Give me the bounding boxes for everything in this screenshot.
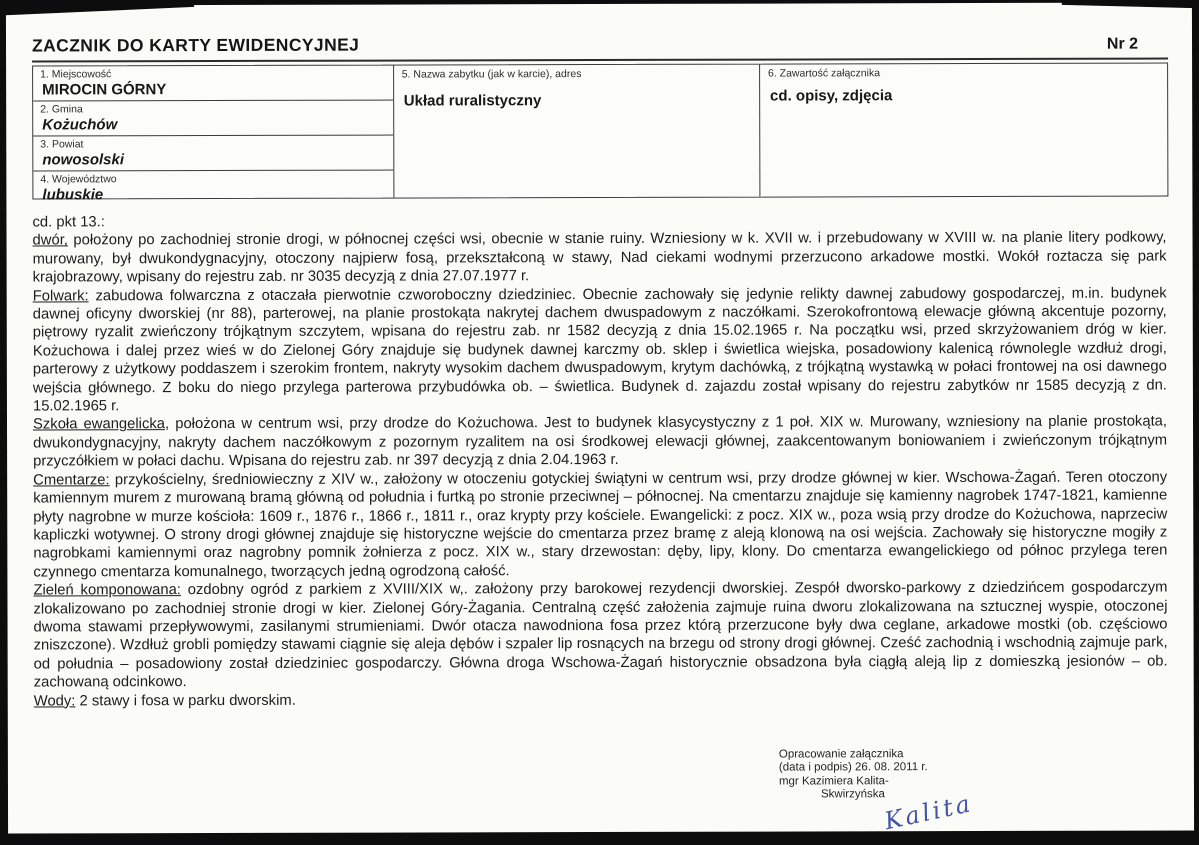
- paragraph-text: zabudowa folwarczna z otaczała pierwotnie czworoboczny dziedziniec. Obecnie zachowały się jedynie relikty dawnej zabudowy gospodarczej, m.in. budynek dawnej oficyny dworskiej (nr 88), parterowej, na planie prostokąta nakrytej dachem dwuspadowym z naczółkami. Szerokofrontową elewacje główną akcentuje pozorny, piętrowy ryzalit zwieńczony trójkątnym szczytem, wpisana do rejestru zab. nr 1582 decyzją z dnia 15.02.1965 r. Na początku wsi, przed skrzyżowaniem dróg w kier. Kożuchowa i dalej przez wieś w do Zielonej Góry znajduje się budynek dawnej karczmy ob. sklep i świetlica wiejska, posadowiony kalenicą równolegle wzdłuż drogi, parterowy z użytkowy poddaszem i szerokim frontem, nakryty wysokim dachem dwuspadowym, krytym dachówką, z trójkątną wystawką w połaci frontowej na osi dawnego wejścia głównego. Z boku do niego przylega parterowa przybudówka ob. – świetlica. Budynek d. zajazdu został wpisany do rejestru zabytków nr 1585 decyzją z dn. 15.02.1965 r.: [32, 285, 1167, 415]
- document-page: [6, 2, 1194, 836]
- field-miejscowosc: [33, 66, 393, 102]
- field-label: 2. Gmina: [40, 103, 83, 116]
- field-powiat: [33, 136, 393, 172]
- paragraph-lead: Zieleń komponowana:: [33, 582, 181, 599]
- field-nazwa-zabytku: [394, 65, 761, 198]
- page-number: Nr 2: [1106, 35, 1139, 53]
- paragraph-dwor: [33, 229, 1167, 287]
- field-label: 3. Powiat: [40, 138, 84, 151]
- paragraph-text: , położona w centrum wsi, przy drodze do Kożuchowa. Jest to budynek klasycystyczny z 1 poł. XIX w. Murowany, wzniesiony na planie prostokąta, dwukondygnacyjny, nakryty dachem naczółkowym z pozornym ryzalitem na osi środkowej elewacji głównej, zaakcentowanym boniowaniem i zwieńczonym trójkątnym przyczółkiem w połaci dachu. Wpisana do rejestru zab. nr 397 decyzją z dnia 2.04.1963 r.: [33, 413, 1168, 470]
- field-value: Kożuchów: [42, 116, 118, 134]
- field-label: 6. Zawartość załącznika: [767, 67, 881, 80]
- field-label: 4. Województwo: [40, 173, 117, 186]
- paragraph-text: przykościelny, średniowieczny z XIV w., założony w otoczeniu gotyckiej świątyni w centrum wsi, przy drodze głównej w kier. Wschowa-Żagań. Teren otoczony kamiennym murem z murowaną bramą główną od południa i furtką po stronie przeciwnej – północnej. Na cmentarzu znajduje się kamienny nagrobek 1747-1821, kamienne płyty nagrobne w murze kościoła: 1609 r., 1876 r., 1866 r., 1811 r., oraz krypty przy kościele. Ewangelicki: z pocz. XIX w., poza wsią przy drodze do Kożuchowa, naprzeciw kapliczki wotywnej. O strony drogi głównej znajduje się historyczne wejście do cmentarza przez bramę z aleją klonową na osi wejścia. Zachowały się historyczne mogiły z nagrobkami kamiennymi oraz nagrobny pomnik żołnierza z pocz. XIX w., stary drzewostan: dęby, lipy, klony. Do cmentarza ewangelickiego od północ przylega teren czynnego cmentarza komunalnego, tworzących jedną ogrodzoną całość.: [33, 469, 1168, 581]
- paragraph-lead: Folwark:: [32, 287, 89, 305]
- paragraph-zielen: [33, 579, 1167, 692]
- page-title: ZACZNIK DO KARTY EWIDENCYJNEJ: [31, 34, 360, 56]
- field-label: 1. Miejscowość: [40, 68, 112, 81]
- paragraph-folwark: [33, 284, 1167, 416]
- field-zawartosc-zalacznika: [760, 64, 1167, 197]
- paragraph-lead: Szkoła ewangelicka: [32, 416, 166, 433]
- paragraph-text: położony po zachodniej stronie drogi, w północnej części wsi, obecnie w stanie ruiny. Wzniesiony w k. XVII w. i przebudowany w XVIII w. na planie litery podkowy, murowany, był dwukondygnacyjny, otoczony najpierw fosą, przekształconą w stawy, Nad ciekami wodnymi przerzucono arkadowe mostki. Wokół roztacza się park krajobrazowy, wpisany do rejestru zab. nr 3035 decyzją z dnia 27.07.1977 r.: [32, 229, 1167, 286]
- paragraph-szkola: [33, 413, 1167, 471]
- handwritten-signature: Kalita: [881, 789, 976, 836]
- paragraph-text: ozdobny ogród z parkiem z XVIII/XIX w,. założony przy barokowej rezydencji dworskiej. Zespół dworsko-parkowy z dziedzińcem gospodarczym zlokalizowano po zachodniej stronie drogi w kier. Zielonej Góry-Żagania. Centralną część założenia zajmuje ruina dworu zlokalizowana na sztucznej wyspie, otoczonej dwoma stawami przepływowymi, zasilanymi strumieniami. Dwór otacza nawodniona fosa przez którą przerzucone były dwa ceglane, arkadowe mostki (ob. częściowo zniszczone). Wzdłuż grobli pomiędzy stawami ciągnie się aleja dębów i szpaler lip rosnących na brzegu od strony drogi głównej. Cześć zachodnią i wschodnią zajmuje park, od południa – posadowiony został dziedziniec gospodarczy. Główna droga Wschowa-Żagań historycznie obsadzona była ciągłą aleją lip z domieszką jesionów – ob. zachowaną odcinkowo.: [33, 579, 1168, 691]
- field-gmina: [33, 101, 393, 137]
- credits-line: (data i podpis) 26. 08. 2011 r.: [778, 761, 928, 775]
- credits-line: Skwirzyńska: [820, 788, 885, 801]
- field-value: Układ ruralistyczny: [403, 92, 542, 110]
- field-value: nowosolski: [42, 151, 125, 169]
- form-column-location: [33, 66, 394, 204]
- paragraph-lead: dwór,: [32, 232, 68, 249]
- credits-line: mgr Kazimiera Kalita-: [778, 775, 889, 788]
- paragraph-wody: [34, 689, 1168, 710]
- body-intro: cd. pkt 13.:: [32, 214, 105, 231]
- paragraph-lead: Cmentarze:: [33, 471, 110, 489]
- scan-edge-top-left: [0, 0, 194, 16]
- scan-edge-top-right: [1062, 0, 1199, 8]
- paragraph-cmentarze: [33, 468, 1167, 581]
- paragraph-lead: Wody:: [33, 692, 76, 710]
- field-value: cd. opisy, zdjęcia: [770, 87, 893, 105]
- document-header: [32, 33, 1168, 63]
- form-table: [32, 63, 1168, 204]
- credits-line: Opracowanie załącznika: [778, 748, 904, 761]
- field-label: 5. Nazwa zabytku (jak w karcie), adres: [401, 68, 582, 81]
- description-body: [32, 211, 1169, 711]
- field-value: lubuskie: [42, 186, 104, 204]
- field-wojewodztwo: [33, 171, 393, 206]
- paragraph-text: 2 stawy i fosa w parku dworskim.: [75, 692, 296, 709]
- attachment-credits: [778, 747, 1170, 836]
- field-value: MIROCIN GÓRNY: [42, 81, 167, 99]
